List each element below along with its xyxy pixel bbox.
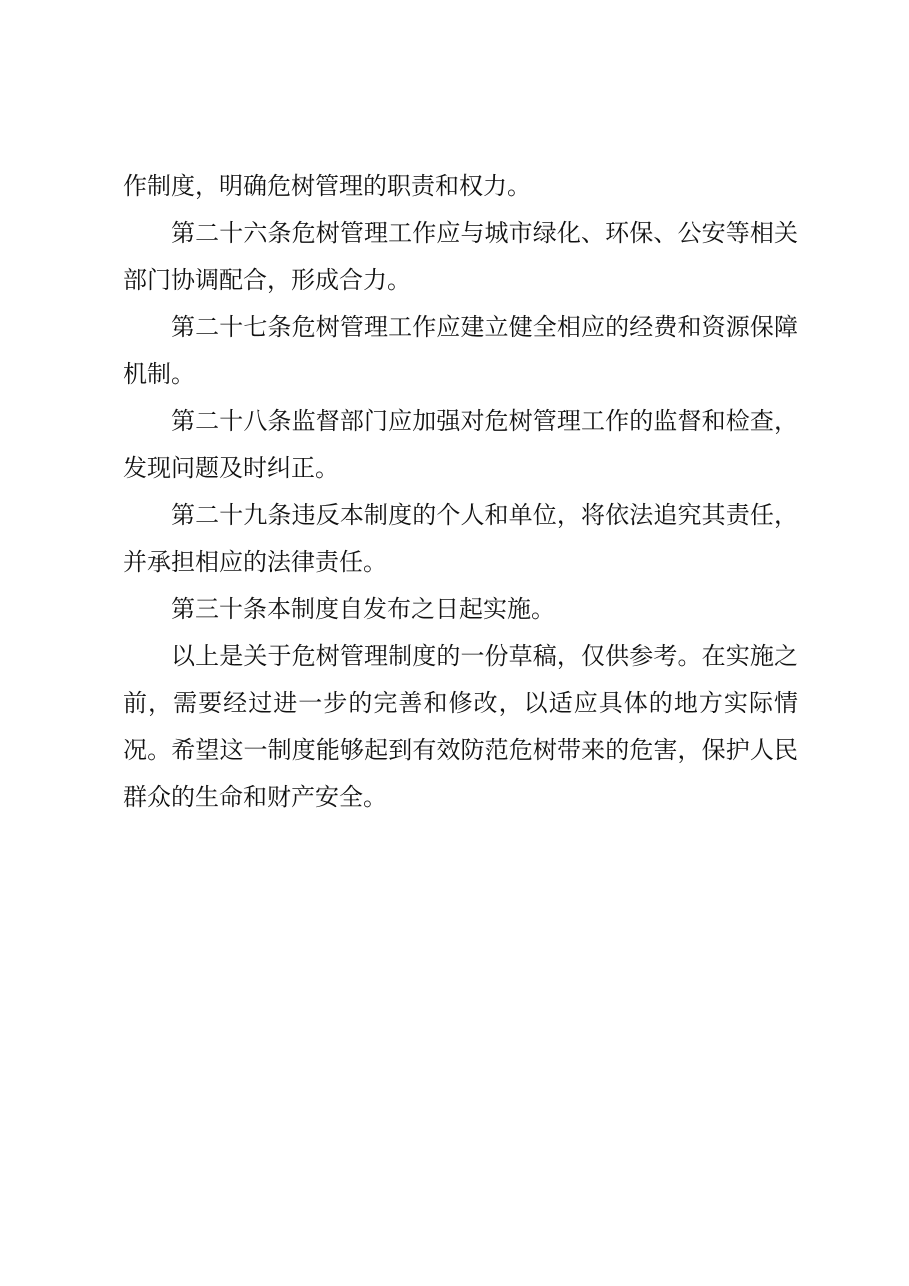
document-body (123, 163, 798, 821)
paragraph-closing-note: 以上是关于危树管理制度的一份草稿，仅供参考。在实施之前，需要经过进一步的完善和修改，以适应具体的地方实际情况。希望这一制度能够起到有效防范危树带来的危害，保护人民群众的生命和财产安全。 (123, 642, 798, 811)
paragraph-article-26: 第二十六条危树管理工作应与城市绿化、环保、公安等相关部门协调配合，形成合力。 (123, 219, 798, 294)
paragraph-article-30: 第三十条本制度自发布之日起实施。 (171, 595, 555, 623)
paragraph-article-29: 第二十九条违反本制度的个人和单位，将依法追究其责任，并承担相应的法律责任。 (123, 501, 798, 576)
paragraph-article-28: 第二十八条监督部门应加强对危树管理工作的监督和检查，发现问题及时纠正。 (123, 407, 798, 482)
paragraph-continuation: 作制度，明确危树管理的职责和权力。 (123, 172, 531, 200)
paragraph-article-27: 第二十七条危树管理工作应建立健全相应的经费和资源保障机制。 (123, 313, 798, 388)
